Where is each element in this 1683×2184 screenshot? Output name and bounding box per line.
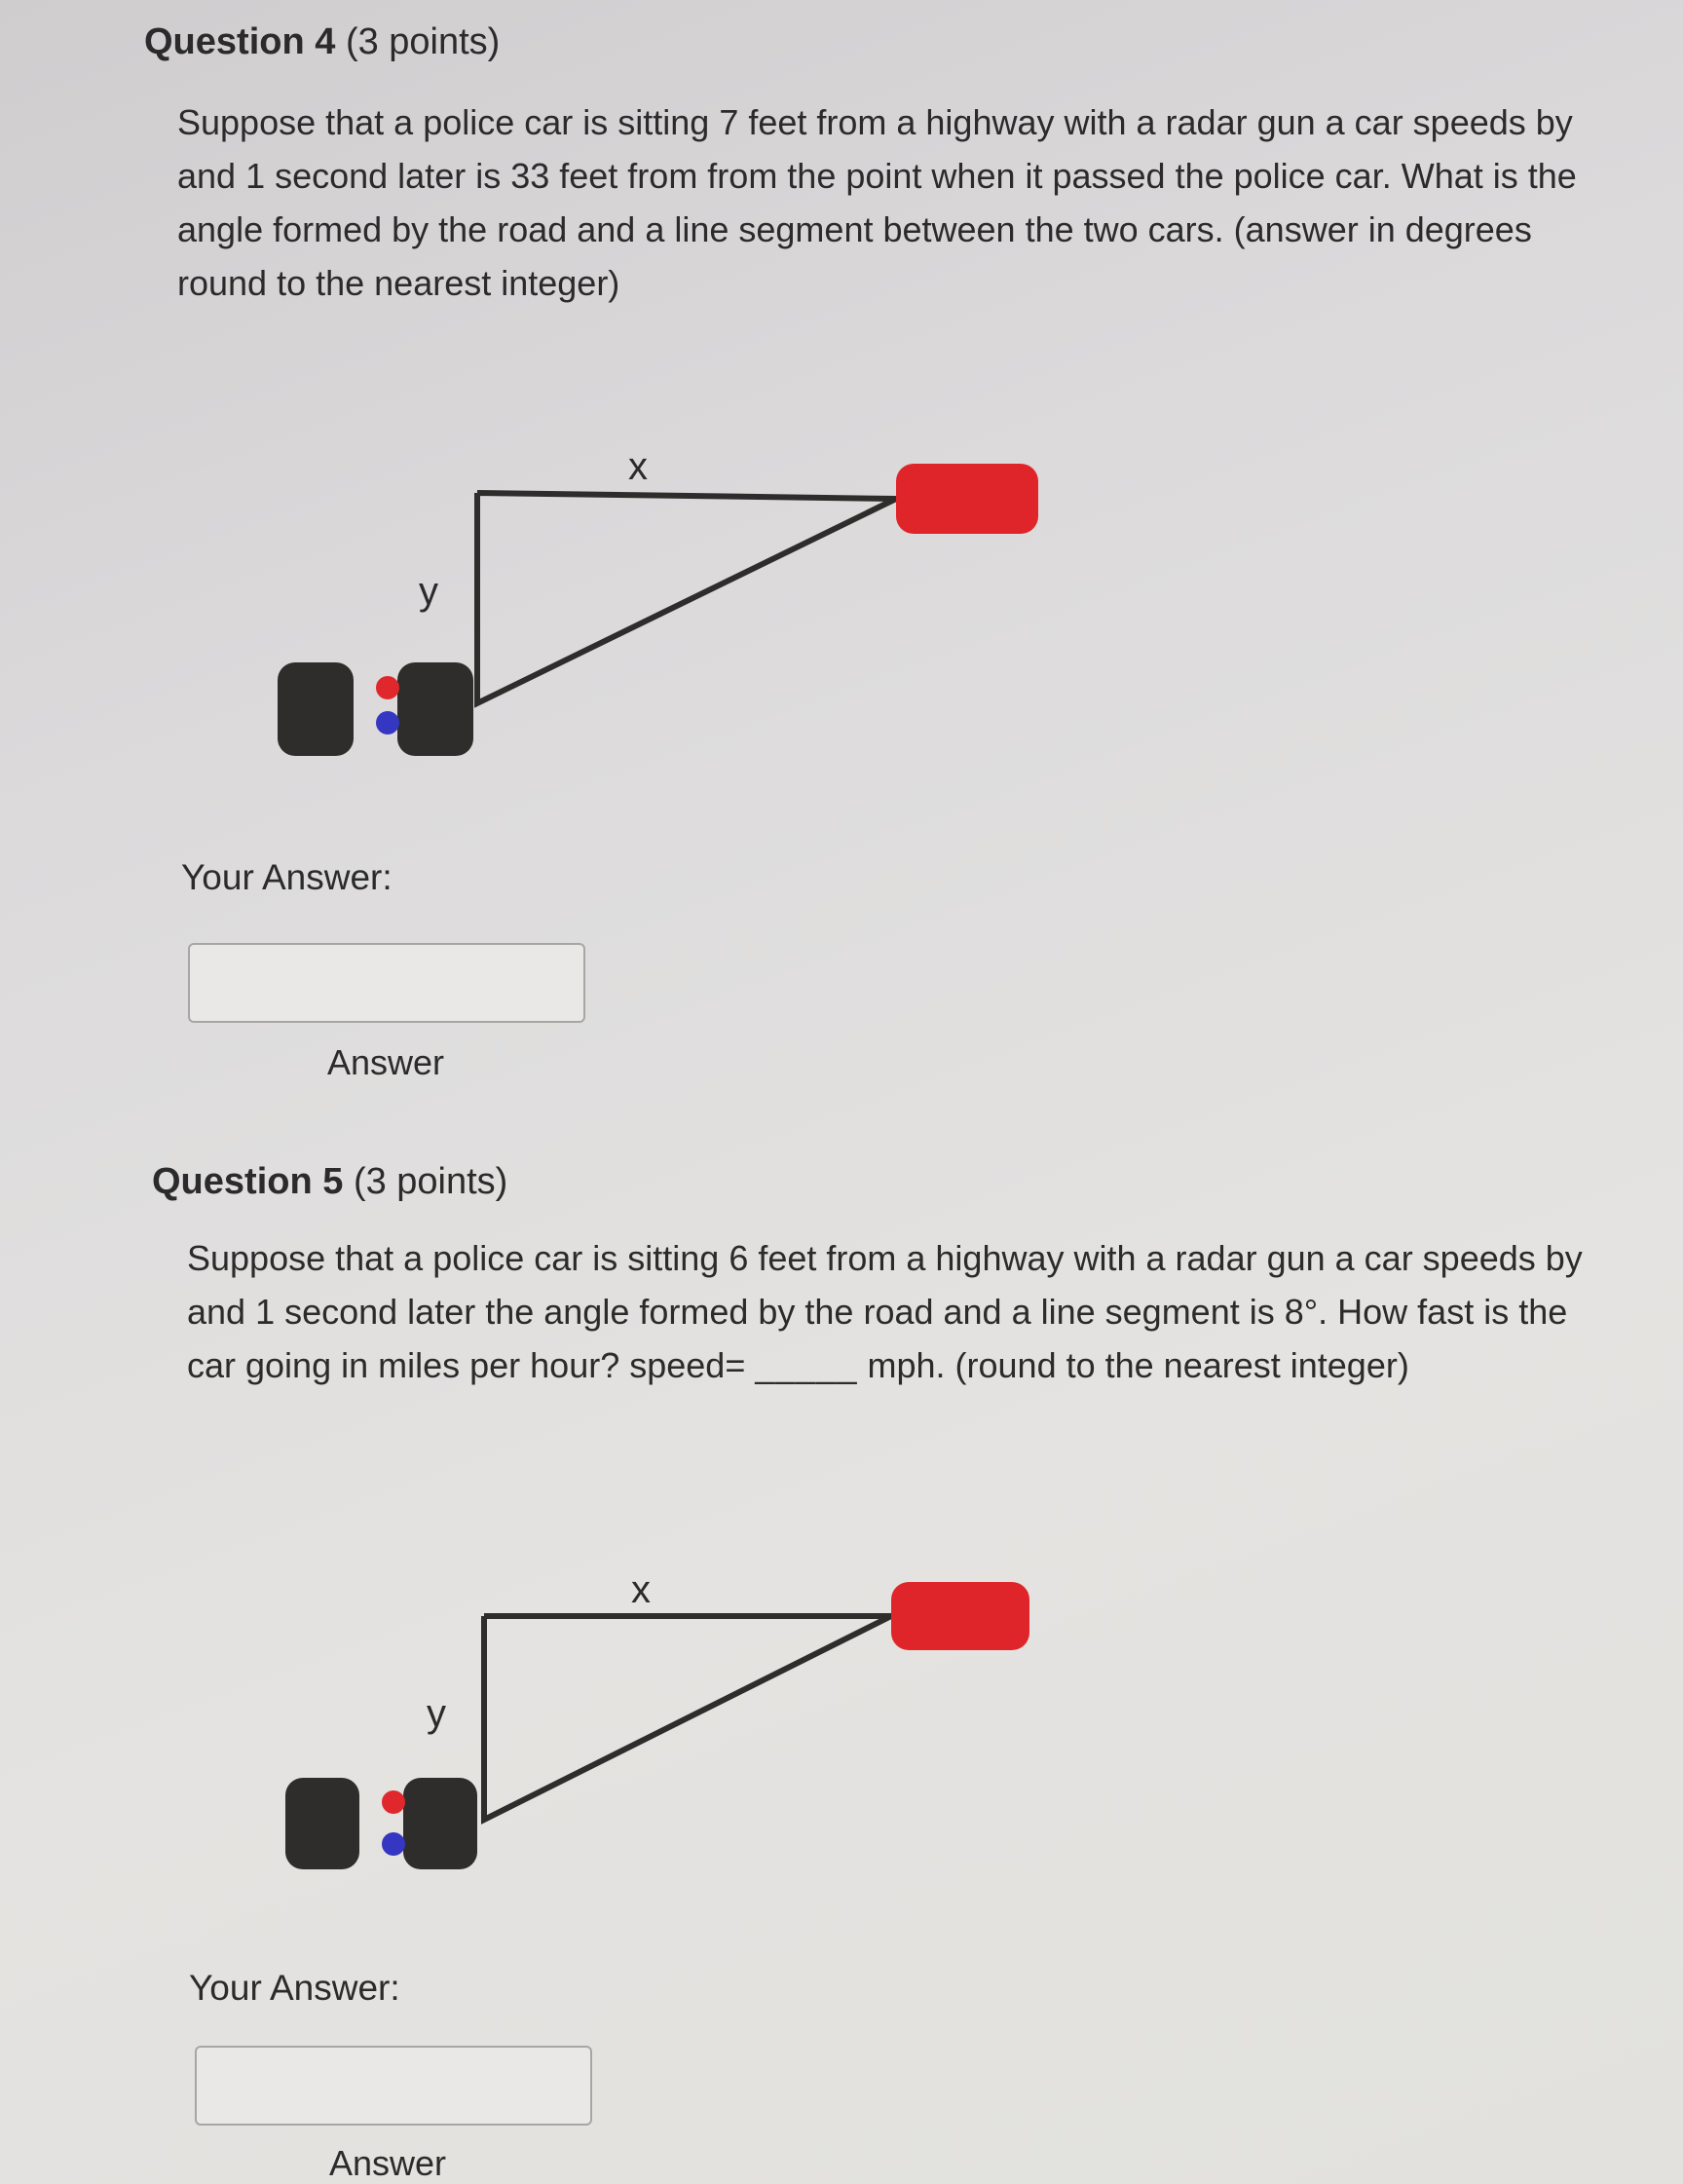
question-4-text: Suppose that a police car is sitting 7 feet from a highway with a radar gun a car speeds by and 1 second later is 33 feet from from the point when it passed the police car. What is the angle formed by the road and a line segment between the two cars. (answer in degrees round to the nearest integer) (177, 102, 1577, 303)
question-5-text-part1: Suppose that a police car is sitting 6 feet from a highway with a radar gun a car speeds by and 1 second later the angle formed by the road and a line segment is 8°. How fast is the car going in miles per hour? speed= (187, 1238, 1583, 1385)
siren-blue-light (382, 1832, 405, 1856)
x-label: x (628, 445, 648, 488)
y-label: y (419, 570, 438, 613)
question-4-number: Question 4 (144, 21, 336, 62)
question-5-points: (3 points) (353, 1161, 508, 1202)
question-5-your-answer-label: Your Answer: (189, 1968, 400, 2008)
question-5-text-part2: mph. (round to the nearest integer) (867, 1345, 1409, 1385)
question-4-answer-caption: Answer (327, 1042, 445, 1082)
y-label: y (427, 1692, 446, 1735)
question-5-answer-caption: Answer (329, 2143, 447, 2183)
siren-red-light (382, 1790, 405, 1814)
x-label: x (631, 1568, 651, 1611)
police-car-left (285, 1778, 359, 1869)
police-car-right (403, 1778, 477, 1869)
speeding-car (891, 1582, 1029, 1650)
right-triangle (484, 1616, 891, 1820)
question-4-points: (3 points) (345, 21, 501, 62)
question-5-answer-input[interactable] (195, 2046, 592, 2126)
speed-blank: _____ (755, 1345, 858, 1385)
question-4-your-answer-label: Your Answer: (181, 857, 393, 897)
question-5-number: Question 5 (152, 1161, 344, 1202)
